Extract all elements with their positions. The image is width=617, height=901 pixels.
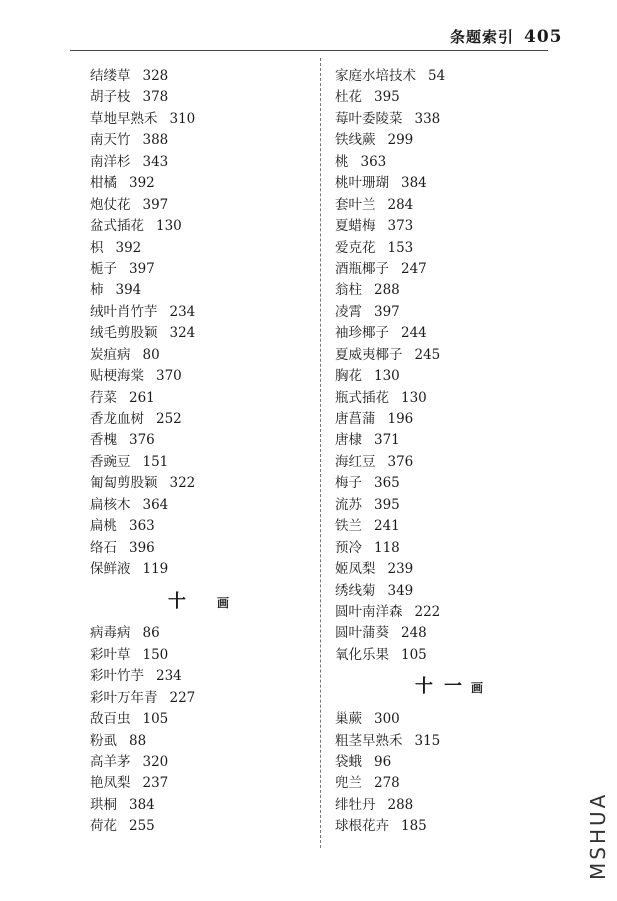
entry-term: 凌霄	[335, 303, 362, 320]
index-entry	[90, 688, 315, 709]
entry-page-number: 241	[374, 518, 400, 535]
index-entry	[335, 366, 565, 387]
entry-page-number: 371	[374, 432, 400, 449]
index-entry	[90, 216, 315, 237]
index-entry	[90, 280, 315, 301]
index-entry	[335, 816, 565, 837]
entry-page-number: 261	[129, 389, 155, 406]
section-heading-ten	[90, 581, 315, 624]
index-entry	[90, 752, 315, 773]
index-entry	[90, 430, 315, 451]
header-title: 条题索引	[450, 28, 515, 46]
index-entry	[335, 87, 565, 108]
entry-page-number: 376	[387, 453, 414, 470]
entry-term: 珙桐	[90, 796, 117, 813]
entry-term: 柑橘	[90, 175, 117, 192]
entry-term: 袋蛾	[335, 754, 362, 771]
entry-page-number: 151	[142, 453, 169, 470]
entry-page-number: 320	[142, 754, 169, 771]
entry-term: 彩叶草	[90, 646, 131, 663]
section-heading-stroke-label: 画	[471, 681, 485, 696]
entry-term: 爱克花	[335, 239, 376, 256]
entry-term: 彩叶万年青	[90, 689, 158, 706]
entry-page-number: 118	[374, 539, 400, 556]
entry-page-number: 248	[401, 625, 427, 642]
entry-page-number: 310	[169, 110, 196, 127]
entry-page-number: 252	[156, 411, 182, 427]
index-entry	[90, 66, 315, 87]
index-entry	[90, 473, 315, 494]
entry-page-number: 150	[142, 646, 169, 663]
entry-term: 桃	[335, 153, 349, 170]
index-entry	[335, 581, 565, 602]
index-entry	[90, 173, 315, 194]
entry-term: 香豌豆	[90, 453, 131, 470]
entry-page-number: 245	[414, 346, 441, 363]
entry-term: 香龙血树	[90, 411, 144, 427]
entry-term: 家庭水培技术	[335, 68, 416, 84]
index-entry	[335, 259, 565, 280]
index-entry	[335, 452, 565, 473]
index-entry	[335, 152, 565, 173]
entry-term: 杜花	[335, 89, 362, 106]
entry-page-number: 364	[142, 496, 169, 513]
entry-page-number: 86	[142, 625, 160, 642]
index-entry	[90, 152, 315, 173]
entry-page-number: 315	[414, 732, 441, 749]
entry-page-number: 343	[142, 153, 169, 170]
entry-term: 扁核木	[90, 496, 131, 513]
entry-page-number: 384	[129, 796, 155, 813]
entry-page-number: 130	[374, 368, 400, 385]
entry-page-number: 105	[401, 646, 427, 663]
entry-page-number: 384	[401, 175, 427, 192]
entry-term: 南洋杉	[90, 153, 131, 170]
entry-term: 绒叶肖竹芋	[90, 303, 158, 320]
entry-term: 铁线蕨	[335, 132, 376, 149]
entry-term: 桃叶珊瑚	[335, 175, 389, 192]
page-number: 405	[524, 27, 563, 47]
entry-page-number: 288	[374, 282, 400, 299]
index-entry	[335, 238, 565, 259]
index-entry	[335, 323, 565, 344]
index-entry	[335, 752, 565, 773]
entry-page-number: 234	[169, 303, 196, 320]
entry-page-number: 373	[387, 218, 414, 235]
index-entry	[335, 709, 565, 730]
entry-term: 绯牡丹	[335, 796, 376, 813]
entry-term: 病毒病	[90, 625, 131, 642]
entry-page-number: 300	[374, 711, 400, 728]
entry-page-number: 222	[414, 603, 441, 620]
entry-term: 荇菜	[90, 389, 117, 406]
index-entry	[90, 773, 315, 794]
entry-page-number: 338	[414, 110, 441, 127]
index-entry	[90, 559, 315, 580]
entry-page-number: 365	[374, 475, 400, 492]
index-entry	[90, 323, 315, 344]
section-heading-numeral-1: 十	[415, 676, 434, 698]
left-entries-a	[90, 66, 315, 581]
index-entry	[90, 816, 315, 837]
entry-term: 海红豆	[335, 453, 376, 470]
entry-term: 敌百虫	[90, 711, 131, 728]
index-entry	[90, 731, 315, 752]
index-entry	[335, 216, 565, 237]
entry-term: 艳凤梨	[90, 775, 131, 792]
index-entry	[90, 345, 315, 366]
index-entry	[335, 559, 565, 580]
entry-term: 保鲜液	[90, 561, 131, 578]
entry-page-number: 284	[387, 196, 414, 213]
entry-page-number: 130	[156, 218, 182, 235]
index-entry	[335, 645, 565, 666]
entry-page-number: 105	[142, 711, 169, 728]
entry-term: 瓶式插花	[335, 389, 389, 406]
index-entry	[335, 173, 565, 194]
entry-page-number: 395	[374, 496, 400, 513]
index-entry	[335, 795, 565, 816]
entry-term: 酒瓶椰子	[335, 260, 389, 277]
entry-term: 唐棣	[335, 432, 362, 449]
entry-term: 粗茎早熟禾	[335, 732, 403, 749]
entry-term: 荷花	[90, 818, 117, 835]
index-entry	[335, 66, 565, 87]
entry-term: 梅子	[335, 475, 362, 492]
index-entry	[90, 409, 315, 430]
index-entry	[90, 709, 315, 730]
entry-page-number: 378	[142, 89, 169, 106]
entry-page-number: 237	[142, 775, 169, 792]
entry-term: 炮仗花	[90, 196, 131, 213]
index-entry	[335, 345, 565, 366]
entry-page-number: 370	[156, 368, 182, 385]
entry-term: 圆叶蒲葵	[335, 625, 389, 642]
index-entry	[90, 795, 315, 816]
index-entry	[335, 473, 565, 494]
entry-term: 枳	[90, 239, 104, 256]
index-entry	[90, 130, 315, 151]
index-entry	[90, 495, 315, 516]
entry-term: 绒毛剪股颖	[90, 325, 158, 342]
entry-term: 球根花卉	[335, 818, 389, 835]
index-entry	[90, 302, 315, 323]
entry-page-number: 227	[169, 689, 196, 706]
index-entry	[335, 731, 565, 752]
entry-page-number: 397	[374, 303, 400, 320]
index-entry	[335, 623, 565, 644]
entry-term: 莓叶委陵菜	[335, 110, 403, 127]
index-entry	[90, 388, 315, 409]
index-entry	[90, 87, 315, 108]
entry-page-number: 185	[401, 818, 427, 835]
index-entry	[90, 452, 315, 473]
entry-page-number: 388	[142, 132, 169, 149]
entry-term: 粉虱	[90, 732, 117, 749]
entry-term: 唐菖蒲	[335, 411, 376, 427]
left-entries-b	[90, 623, 315, 837]
entry-page-number: 392	[115, 239, 142, 256]
entry-term: 巢蕨	[335, 711, 362, 728]
entry-term: 预冷	[335, 539, 362, 556]
entry-page-number: 255	[129, 818, 155, 835]
entry-term: 草地早熟禾	[90, 110, 158, 127]
section-heading-stroke-label: 画	[217, 595, 231, 610]
entry-term: 匍匐剪股颖	[90, 475, 158, 492]
entry-term: 铁兰	[335, 518, 362, 535]
index-entry	[90, 645, 315, 666]
entry-page-number: 130	[401, 389, 427, 406]
entry-term: 袖珍椰子	[335, 325, 389, 342]
entry-page-number: 196	[387, 411, 414, 427]
index-entry	[335, 280, 565, 301]
entry-term: 扁桃	[90, 518, 117, 535]
entry-term: 炭疽病	[90, 346, 131, 363]
entry-term: 络石	[90, 539, 117, 556]
entry-page-number: 363	[129, 518, 155, 535]
section-heading-numeral: 十	[168, 590, 187, 612]
entry-page-number: 96	[374, 754, 392, 771]
entry-term: 兜兰	[335, 775, 362, 792]
index-entry	[90, 538, 315, 559]
entry-page-number: 395	[374, 89, 400, 106]
index-entry	[335, 409, 565, 430]
index-entry	[90, 195, 315, 216]
entry-page-number: 324	[169, 325, 196, 342]
entry-term: 氧化乐果	[335, 646, 389, 663]
entry-term: 柿	[90, 282, 104, 299]
entry-term: 彩叶竹芋	[90, 668, 144, 685]
right-entries-b	[335, 709, 565, 838]
entry-term: 结缕草	[90, 68, 131, 84]
entry-term: 姬凤梨	[335, 561, 376, 578]
index-entry	[335, 516, 565, 537]
entry-term: 香槐	[90, 432, 117, 449]
index-entry	[90, 366, 315, 387]
entry-page-number: 54	[428, 68, 446, 84]
entry-page-number: 396	[129, 539, 155, 556]
entry-term: 盆式插花	[90, 218, 144, 235]
entry-page-number: 80	[142, 346, 160, 363]
entry-page-number: 119	[142, 561, 169, 578]
entry-term: 夏威夷椰子	[335, 346, 403, 363]
entry-page-number: 376	[129, 432, 155, 449]
entry-page-number: 234	[156, 668, 182, 685]
entry-term: 翁柱	[335, 282, 362, 299]
entry-page-number: 392	[129, 175, 155, 192]
index-entry	[335, 495, 565, 516]
entry-page-number: 397	[142, 196, 169, 213]
right-entries-a	[335, 66, 565, 666]
entry-page-number: 322	[169, 475, 196, 492]
header-rule	[70, 50, 548, 51]
entry-term: 圆叶南洋森	[335, 603, 403, 620]
entry-term: 胡子枝	[90, 89, 131, 106]
watermark: MSHUA	[586, 791, 610, 880]
entry-term: 绣线菊	[335, 582, 376, 599]
entry-term: 高羊茅	[90, 754, 131, 771]
entry-page-number: 239	[387, 561, 414, 578]
right-column	[335, 66, 565, 838]
entry-term: 栀子	[90, 260, 117, 277]
index-entry	[335, 773, 565, 794]
entry-term: 胸花	[335, 368, 362, 385]
left-column	[90, 66, 315, 838]
entry-page-number: 88	[129, 732, 147, 749]
entry-term: 贴梗海棠	[90, 368, 144, 385]
index-entry	[335, 302, 565, 323]
entry-term: 夏蜡梅	[335, 218, 376, 235]
index-entry	[335, 195, 565, 216]
entry-page-number: 244	[401, 325, 427, 342]
running-header	[450, 26, 563, 47]
index-entry	[335, 538, 565, 559]
index-entry	[90, 109, 315, 130]
entry-page-number: 397	[129, 260, 155, 277]
entry-page-number: 153	[387, 239, 414, 256]
index-entry	[90, 238, 315, 259]
entry-page-number: 247	[401, 260, 427, 277]
entry-page-number: 363	[360, 153, 387, 170]
entry-term: 套叶兰	[335, 196, 376, 213]
entry-page-number: 288	[387, 796, 414, 813]
entry-page-number: 394	[115, 282, 142, 299]
section-heading-numeral-2: 一	[444, 676, 463, 698]
index-entry	[335, 388, 565, 409]
entry-page-number: 299	[387, 132, 414, 149]
index-entry	[90, 516, 315, 537]
index-entry	[335, 430, 565, 451]
index-entry	[90, 259, 315, 280]
index-entry	[335, 602, 565, 623]
index-entry	[90, 666, 315, 687]
index-entry	[335, 130, 565, 151]
entry-page-number: 349	[387, 582, 414, 599]
entry-page-number: 328	[142, 68, 169, 84]
section-heading-eleven	[335, 666, 565, 709]
index-entry	[335, 109, 565, 130]
column-separator	[320, 58, 321, 848]
entry-term: 南天竹	[90, 132, 131, 149]
entry-page-number: 278	[374, 775, 400, 792]
entry-term: 流苏	[335, 496, 362, 513]
index-entry	[90, 623, 315, 644]
